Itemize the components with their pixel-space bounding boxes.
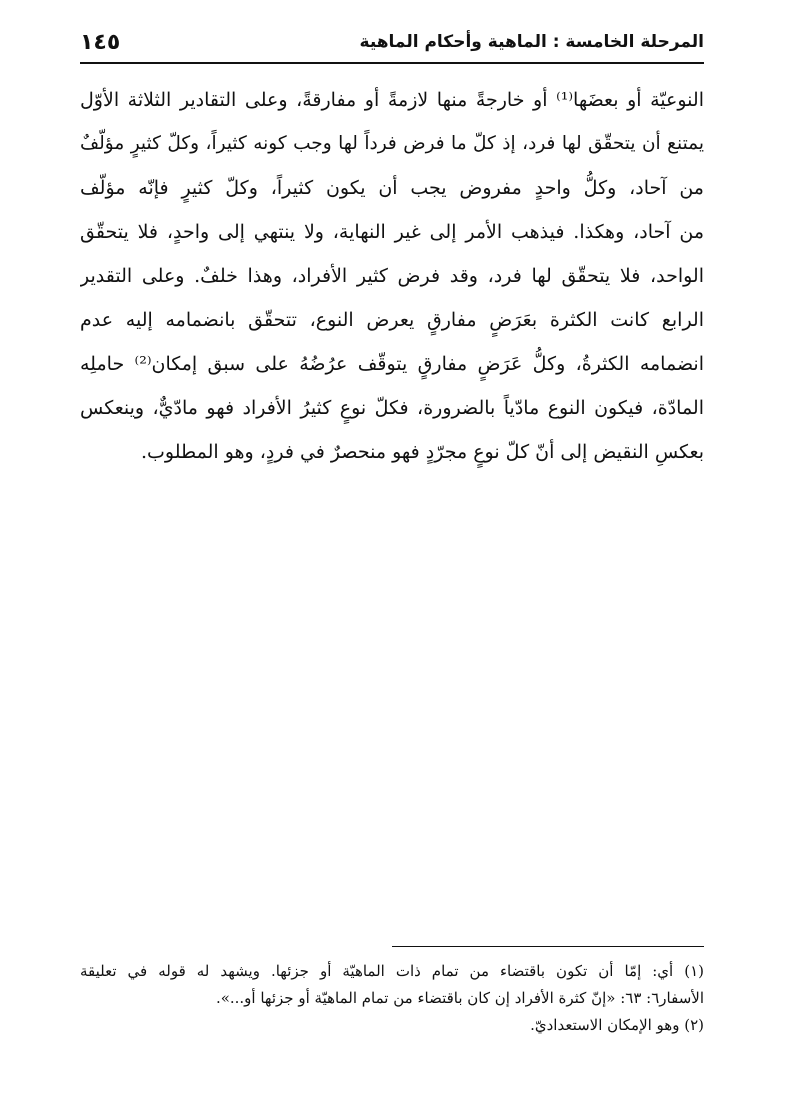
- page-number: ١٤٥: [80, 30, 121, 55]
- footnotes: [80, 958, 704, 1039]
- footnote-line: الأسفار٦: ٦٣: «إنّ كثرة الأفراد إن كان باقتضاء من تمام الماهيّة أو جزئها أو...».: [215, 989, 704, 1007]
- body-line: بعكسِ النقيض إلى أنّ كلّ نوعٍ مجرّدٍ فهو منحصرٌ في فردٍ، وهو المطلوب.: [140, 441, 704, 463]
- body-line: انضمامه الكثرةُ، وكلُّ عَرَضٍ مفارقٍ يتوقّف عرُضُهُ على سبق إمكان⁽²⁾ حاملِه: [80, 353, 704, 375]
- body-line: الرابع كانت الكثرة بعَرَضٍ مفارقٍ يعرض النوع، تتحقّق بانضمامه إليه عدم: [80, 309, 704, 331]
- footnote-line: (١) أي: إمّا أن تكون باقتضاء من تمام ذات الماهيّة أو جزئها. ويشهد له قوله في تعليقة: [80, 962, 704, 980]
- body-line: الواحد، فلا يتحقّق لها فرد، وقد فرض كثير الأفراد، وهذا خلفٌ. وعلى التقدير: [80, 265, 704, 287]
- body-text: [80, 78, 704, 474]
- body-line: من آحاد، وهكذا. فيذهب الأمر إلى غير النهاية، ولا ينتهي إلى واحدٍ، فلا يتحقّق: [80, 221, 704, 243]
- body-line: يمتنع أن يتحقّق لها فرد، إذ كلّ ما فرض فرداً لها وجب كونه كثيراً، وكلّ كثيرٍ مؤلّفٌ: [80, 133, 704, 154]
- body-line: المادّة، فيكون النوع مادّياً بالضرورة، فكلّ نوعٍ كثيرُ الأفراد فهو مادّيٌّ، وينعكس: [80, 397, 704, 419]
- chapter-title: المرحلة الخامسة : الماهية وأحكام الماهية: [359, 32, 704, 52]
- footnote-line: (٢) وهو الإمكان الاستعداديّ.: [530, 1016, 704, 1034]
- footnote-separator: [392, 946, 704, 947]
- body-line: النوعيّة أو بعضَها⁽¹⁾ أو خارجةً منها لازمةً أو مفارقةً، وعلى التقادير الثلاثة الأوّل: [80, 89, 704, 111]
- header-rule: [80, 62, 704, 64]
- running-header: [80, 30, 704, 60]
- body-line: من آحاد، وكلُّ واحدٍ مفروض يجب أن يكون كثيراً، وكلّ كثيرٍ فإنّه مؤلّف: [80, 177, 704, 199]
